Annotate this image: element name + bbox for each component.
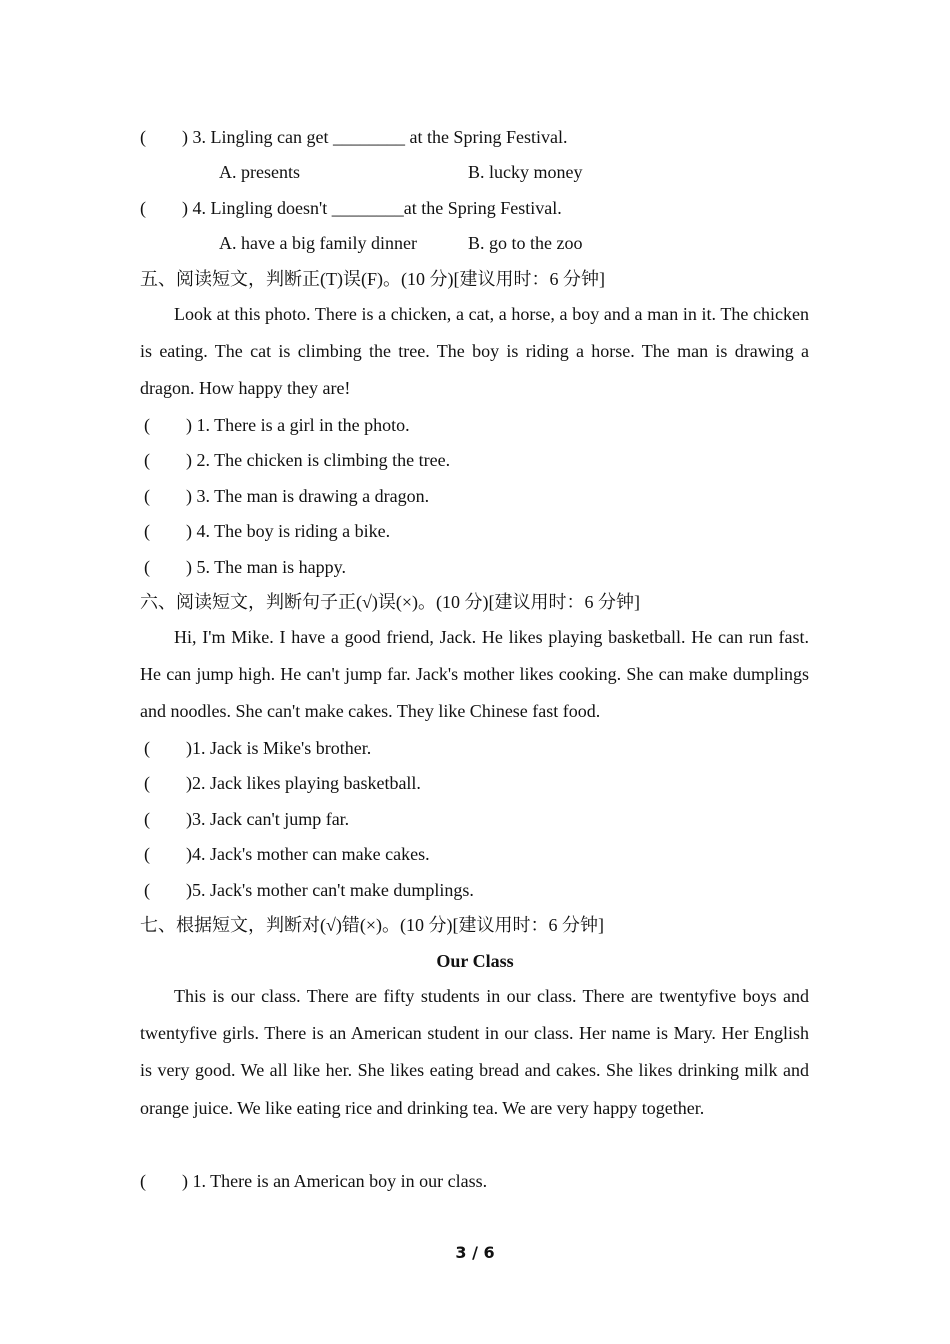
question-7-1: ( ) 1. There is an American boy in our class. (140, 1171, 488, 1191)
question-4-4: ( ) 4. Lingling doesn't ________at the Spring Festival. (140, 198, 562, 218)
section-7-heading: 七、根据短文，判断对(√)错(×)。(10 分)[建议用时：6 分钟] (140, 915, 604, 935)
option-b: B. lucky money (468, 162, 583, 182)
question-5-5: ( ) 5. The man is happy. (144, 557, 346, 577)
question-6-3: ( )3. Jack can't jump far. (144, 809, 350, 829)
question-6-4: ( )4. Jack's mother can make cakes. (144, 844, 430, 864)
question-5-2: ( ) 2. The chicken is climbing the tree. (144, 450, 451, 470)
section-6-heading: 六、阅读短文，判断句子正(√)误(×)。(10 分)[建议用时：6 分钟] (140, 592, 640, 612)
option-a: A. have a big family dinner (219, 233, 417, 253)
option-a: A. presents (219, 162, 300, 182)
section-6-passage: Hi, I'm Mike. I have a good friend, Jack. He likes playing basketball. He can run fast. He can jump high. He can't jump far. Jack's mother likes cooking. She can make dumplings and noodles. She can't make cakes. They like Chinese fast food. (140, 627, 809, 722)
question-6-5: ( )5. Jack's mother can't make dumplings. (144, 880, 474, 900)
question-5-3: ( ) 3. The man is drawing a dragon. (144, 486, 430, 506)
option-b: B. go to the zoo (468, 233, 583, 253)
question-6-1: ( )1. Jack is Mike's brother. (144, 738, 372, 758)
passage-title: Our Class (436, 951, 514, 971)
section-7-passage: This is our class. There are fifty students in our class. There are twentyfive boys and twentyfive girls. There is an American student in our class. Her name is Mary. Her English is very good. We all like her. She likes eating bread and cakes. She likes drinking milk and orange juice. We like eating rice and drinking tea. We are very happy together. (140, 986, 809, 1118)
section-5-passage: Look at this photo. There is a chicken, a cat, a horse, a boy and a man in it. The chicken is eating. The cat is climbing the tree. The boy is riding a horse. The man is drawing a dragon. How happy they are! (140, 304, 809, 399)
question-4-3: ( ) 3. Lingling can get ________ at the Spring Festival. (140, 127, 568, 147)
question-5-1: ( ) 1. There is a girl in the photo. (144, 415, 410, 435)
question-6-2: ( )2. Jack likes playing basketball. (144, 773, 421, 793)
question-5-4: ( ) 4. The boy is riding a bike. (144, 521, 391, 541)
section-5-heading: 五、阅读短文，判断正(T)误(F)。(10 分)[建议用时：6 分钟] (140, 269, 605, 289)
page-number: 3 / 6 (455, 1243, 495, 1262)
